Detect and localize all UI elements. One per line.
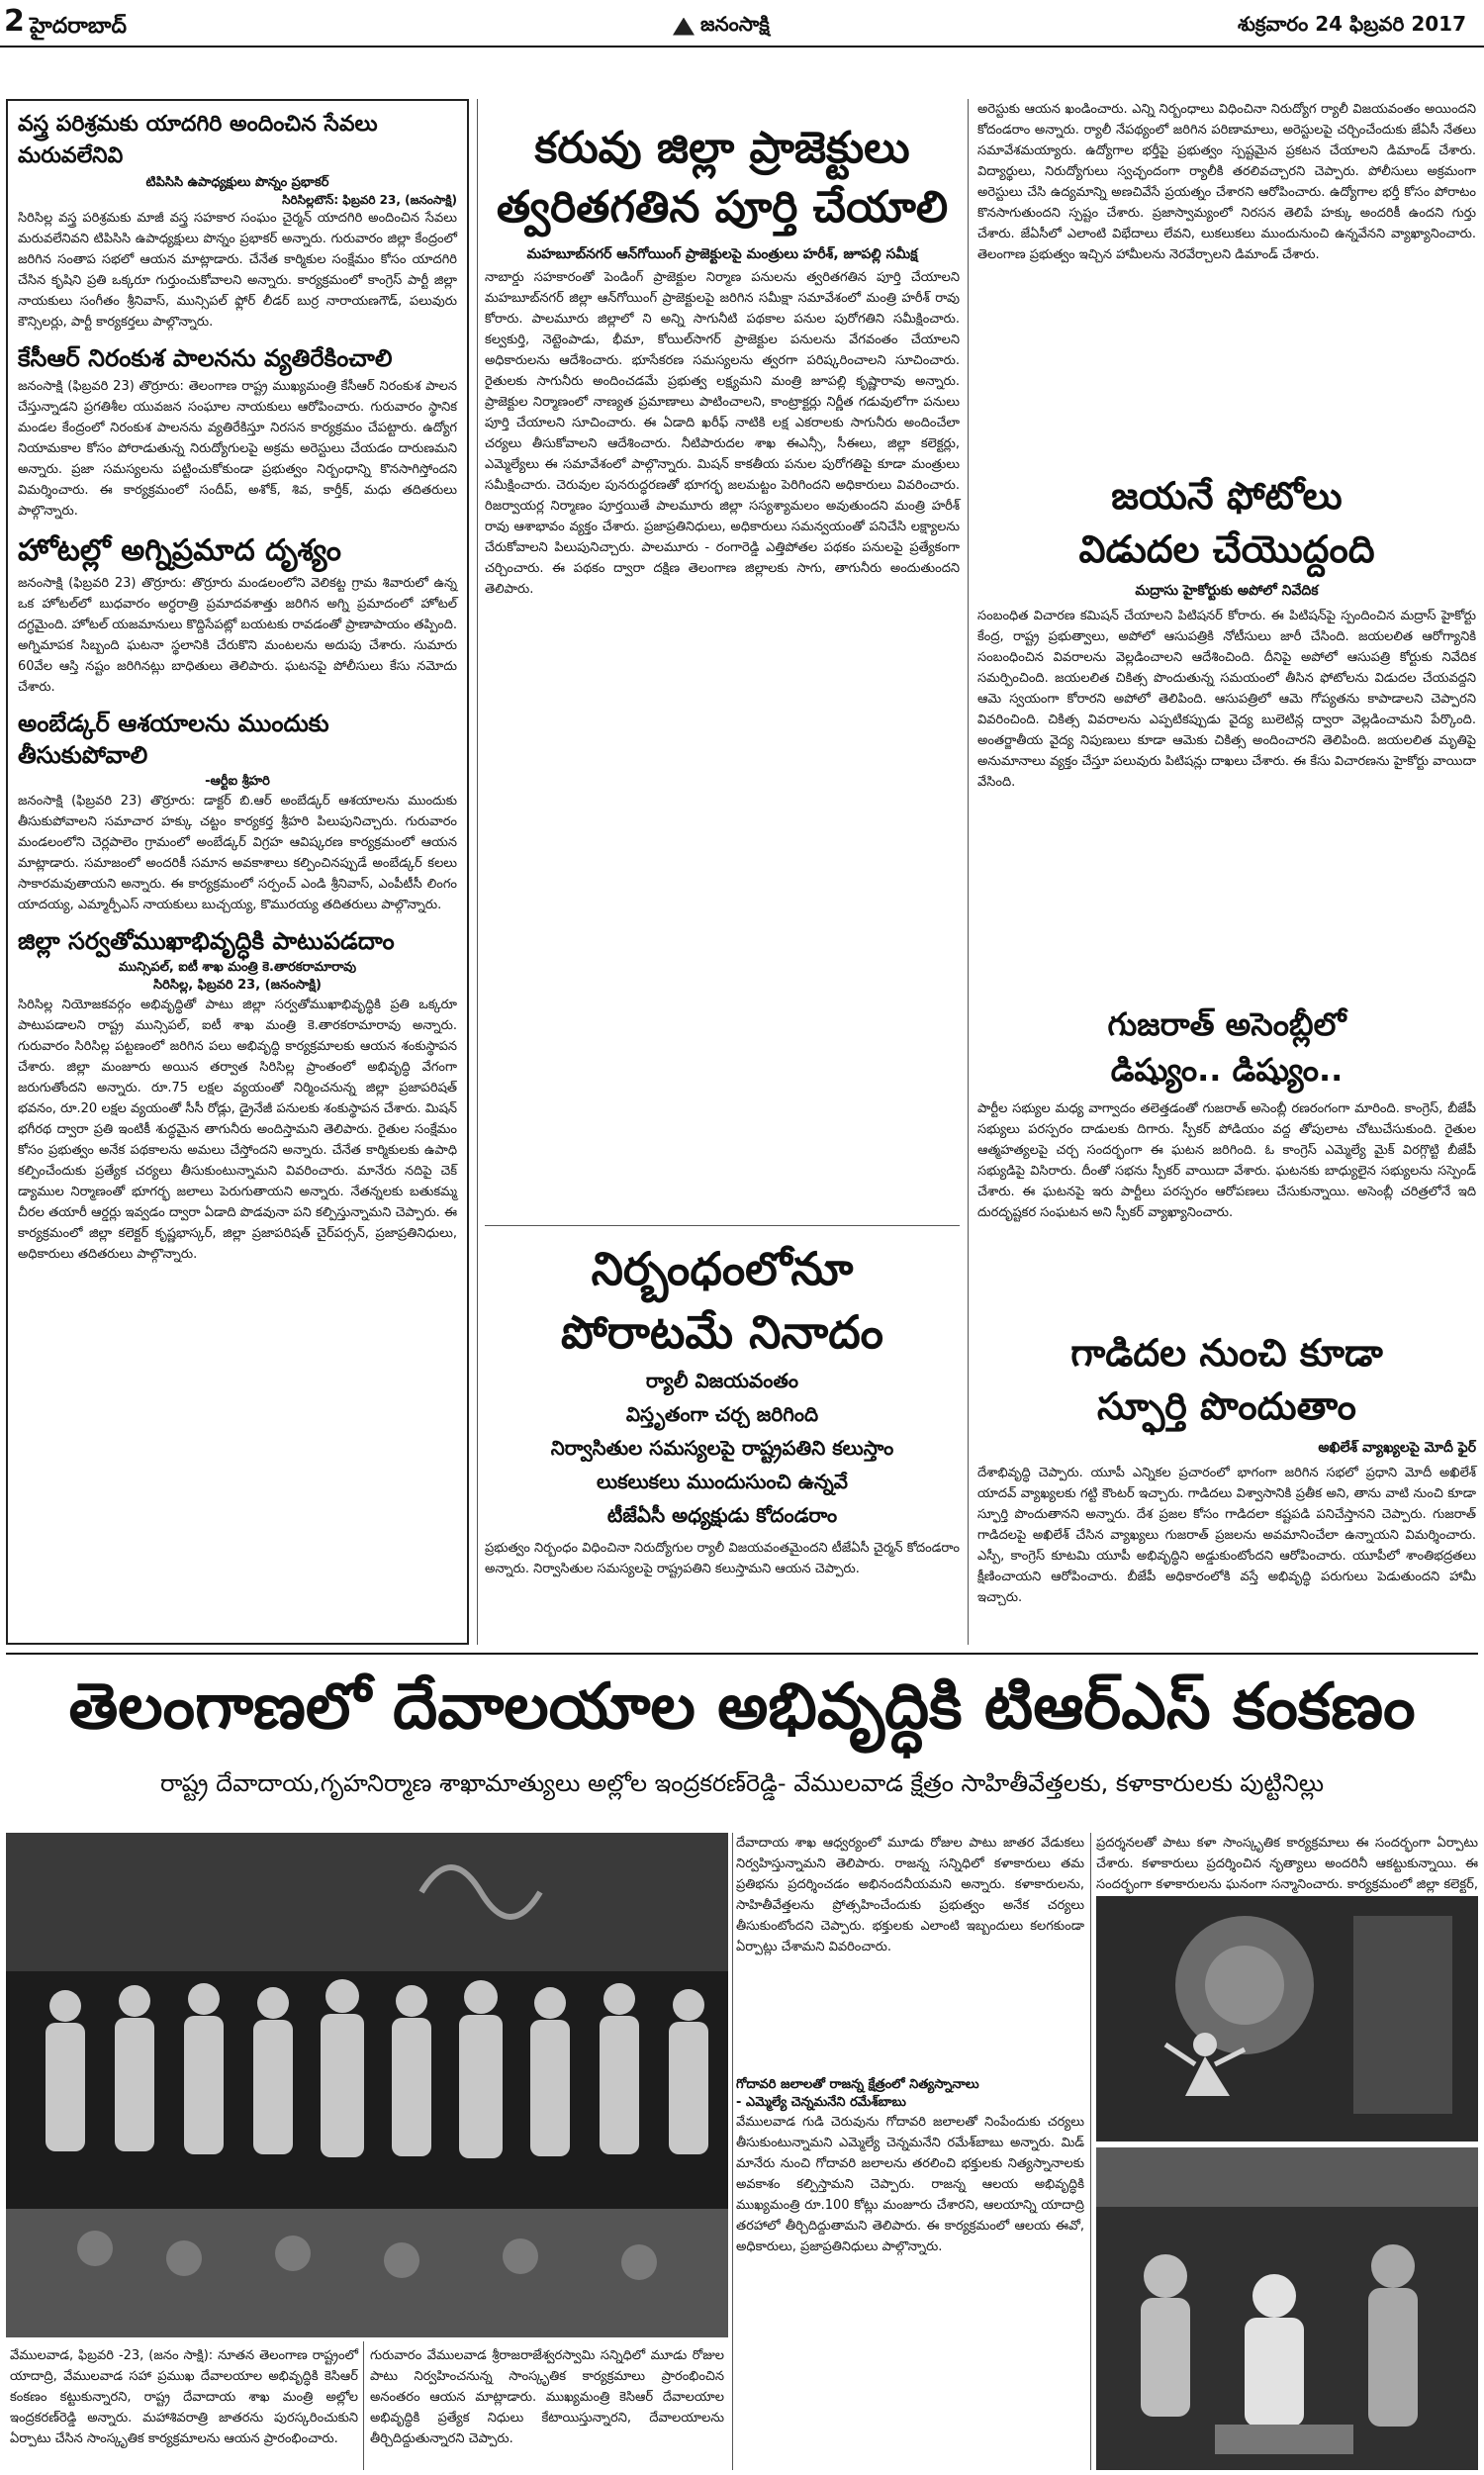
article-5-body: సిరిసిల్ల నియోజకవర్గం అభివృద్ధితో పాటు జిల్లా సర్వతోముఖాభివృద్ధికి ప్రతి ఒక్కరూ పాటుపడాలని రాష్ట్ర మున్సిపల్, ఐటీ శాఖ మంత్రి కె.తారకరామారావు అన్నారు. గురువారం సిరిసిల్ల పట్టణంలో జరిగిన పలు అభివృద్ధి కార్యక్రమాలకు ఆయన శంకుస్థాపన చేశారు. జిల్లా మంజూరు అయిన తర్వాత సిరిసిల్ల ప్రాంతంలో అభివృద్ధి వేగంగా జరుగుతోందని అన్నారు. రూ.75 లక్షల వ్యయంతో నిర్మించనున్న జిల్లా ప్రజాపరిషత్ భవనం, రూ.20 లక్షల వ్యయంతో సీసీ రోడ్లు, డ్రైనేజీ పనులకు శంకుస్థాపన చేశారు. మిషన్ భగీరథ ద్వారా ప్రతి ఇంటికీ శుద్ధమైన తాగునీరు అందిస్తామని తెలిపారు. రైతుల సంక్షేమం కోసం ప్రభుత్వం అనేక పథకాలను అమలు చేస్తోందని అన్నారు. చేనేత కార్మికులకు ఉపాధి కల్పించేందుకు ప్రత్యేక చర్యలు తీసుకుంటున్నామని వివరించారు. మానేరు నదిపై చెక్ డ్యాముల నిర్మాణంతో భూగర్భ జలాలు పెరుగుతాయని అన్నారు. నేతన్నలకు బతుకమ్మ చీరల తయారీ ఆర్డర్లు ఇవ్వడం ద్వారా ఏడాది పొడవునా పని కల్పిస్తున్నామని చెప్పారు. ఈ కార్యక్రమంలో జిల్లా కలెక్టర్ కృష్ణభాస్కర్, జిల్లా ప్రజాపరిషత్ చైర్‌పర్సన్, ప్రజాప్రతినిధులు, అధికారులు తదితరులు పాల్గొన్నారు.: [18, 998, 457, 1262]
center-headline-4: పోరాటమే నినాదం: [560, 1305, 883, 1359]
bottom-col-3: [736, 1833, 1084, 2470]
center-byline: మహబూబ్‌నగర్ ఆన్‌గోయింగ్ ప్రాజెక్టులపై మంత్రులు హరీశ్, జూపల్లి సమీక్ష: [526, 246, 918, 262]
right-a3-byline: అఖిలేశ్ వ్యాఖ్యలపై మోదీ ఫైర్: [1318, 1440, 1476, 1456]
bottom-subhead-2: - ఎమ్మెల్యే చెన్నమనేని రమేశ్‌బాబు: [736, 2095, 906, 2110]
center-sub-4: లుకలుకలు ముందుసుంచి ఉన్నవే: [597, 1470, 848, 1493]
bottom-col-4-body: ప్రదర్శనలతో పాటు కళా సాంస్కృతిక కార్యక్రమాలు ఈ సందర్భంగా ఏర్పాటు చేశారు. కళాకారులు ప్రదర్శించిన నృత్యాలు అందరినీ ఆకట్టుకున్నాయి. ఈ సందర్భంగా కళాకారులను ఘనంగా సన్మానించారు. కార్యక్రమంలో జిల్లా కలెక్టర్,: [1096, 1836, 1478, 1892]
bottom-col-3-more-wrap: [736, 2112, 1084, 2456]
article-4-body: జనంసాక్షి (ఫిబ్రవరి 23) తొర్రూరు: డాక్టర్ బి.ఆర్ అంబేడ్కర్ ఆశయాలను ముందుకు తీసుకుపోవాలని సమాచార హక్కు చట్టం కార్యకర్త శ్రీహరి పిలుపునిచ్చారు. గురువారం మండలంలోని చెర్లపాలెం గ్రామంలో అంబేడ్కర్ విగ్రహ ఆవిష్కరణ కార్యక్రమంలో ఆయన మాట్లాడారు. సమాజంలో అందరికీ సమాన అవకాశాలు కల్పించినప్పుడే అంబేడ్కర్ కలలు సాకారమవుతాయని అన్నారు. ఈ కార్యక్రమంలో సర్పంచ్ ఎండి శ్రీనివాస్, ఎంపీటీసీ లింగం యాదయ్య, ఎమ్మార్పీఎస్ నాయకులు బుచ్చయ్య, కొమురయ్య తదితరులు పాల్గొన్నారు.: [18, 794, 457, 912]
article-3-body: జనంసాక్షి (ఫిబ్రవరి 23) తొర్రూరు: తొర్రూరు మండలంలోని వెలికట్ట గ్రామ శివారులో ఉన్న ఒక హోటల్‌లో బుధవారం అర్ధరాత్రి ప్రమాదవశాత్తు జరిగిన అగ్ని ప్రమాదంలో హోటల్ దగ్ధమైంది. హోటల్ యజమానులు కొద్దిసేపట్లో బయటకు రావడంతో ప్రాణాపాయం తప్పింది. అగ్నిమాపక సిబ్బంది ఘటనా స్థలానికి చేరుకొని మంటలను అదుపు చేశారు. సుమారు 60వేల ఆస్తి నష్టం జరిగినట్లు బాధితులు తెలిపారు. ఘటనపై పోలీసులు కేసు నమోదు చేశారు.: [18, 576, 457, 695]
article-1-dateline: సిరిసిల్లటౌన్: ఫిబ్రవరి 23, (జనంసాక్షి): [282, 193, 457, 207]
right-a1-byline: మద్రాసు హైకోర్టుకు అపోలో నివేదిక: [1135, 583, 1319, 599]
column-rule-1: [477, 99, 478, 1645]
right-top-wrap: [977, 99, 1476, 455]
right-a2-headline-2: డిష్యుం.. డిష్యుం..: [1110, 1051, 1344, 1089]
bottom-rule-b: [732, 1833, 733, 2470]
right-a3-headline-2: స్ఫూర్తి పొందుతాం: [1097, 1384, 1356, 1428]
bottom-col-2: [370, 2345, 724, 2470]
bottom-col-3-body: దేవాదాయ శాఖ ఆధ్వర్యంలో మూడు రోజుల పాటు జాతర వేడుకలు నిర్వహిస్తున్నామని తెలిపారు. రాజన్న సన్నిధిలో కళాకారులు తమ ప్రతిభను ప్రదర్శించడం అభినందనీయమని అన్నారు. కళాకారులను, సాహితీవేత్తలను ప్రోత్సహించేందుకు ప్రభుత్వం అనేక చర్యలు తీసుకుంటోందని చెప్పారు. భక్తులకు ఎలాంటి ఇబ్బందులు కలగకుండా ఏర్పాట్లు చేశామని వివరించారు.: [736, 1836, 1084, 1954]
right-a2-wrap: [977, 1098, 1476, 1306]
article-4-byline: -ఆర్టీఐ శ్రీహరి: [205, 774, 270, 789]
banner-subheadline: రాష్ట్ర దేవాదాయ,గృహనిర్మాణ శాఖామాత్యులు అల్లోల ఇంద్రకరణ్‌రెడ్డి- వేములవాడ క్షేత్రం సాహితీవేత్తలకు, కళాకారులకు పుట్టినిల్లు: [159, 1769, 1325, 1797]
right-a1-body: సంబంధిత విచారణ కమిషన్ చేయాలని పిటిషనర్ కోరారు. ఈ పిటిషన్‌పై స్పందించిన మద్రాస్ హైకోర్టు కేంద్ర, రాష్ట్ర ప్రభుత్వాలు, అపోలో ఆసుపత్రికి నోటీసులు జారీ చేసింది. జయలలిత ఆరోగ్యానికి సంబంధించిన వివరాలను వెల్లడించాలని ఆదేశించింది. దీనిపై అపోలో ఆసుపత్రి కోర్టుకు నివేదిక సమర్పించింది. జయలలిత చికిత్స పొందుతున్న సమయంలో తీసిన ఫోటోలను విడుదల చేయవద్దని ఆమె స్వయంగా కోరారని అపోలో తెలిపింది. ఆసుపత్రిలో ఆమె గోప్యతను కాపాడాలని చెప్పారని వివరించింది. చికిత్స వివరాలను ఎప్పటికప్పుడు వైద్య బులెటిన్ల ద్వారా వెల్లడించామని పేర్కొంది. అంతర్జాతీయ వైద్య నిపుణులు కూడా ఆమెకు చికిత్స అందించారని తెలిపింది. జయలలిత మృతిపై అనుమానాలు వ్యక్తం చేస్తూ పలువురు పిటిషన్లు దాఖలు చేశారు. ఈ కేసు విచారణను హైకోర్టు వాయిదా వేసింది.: [977, 609, 1476, 790]
right-a2-body: పార్టీల సభ్యుల మధ్య వాగ్వాదం తలెత్తడంతో గుజరాత్ అసెంబ్లీ రణరంగంగా మారింది. కాంగ్రెస్, బీజేపీ సభ్యులు పరస్పరం దాడులకు దిగారు. స్పీకర్ పోడియం వద్ద తోపులాట చోటుచేసుకుంది. రైతుల ఆత్మహత్యలపై చర్చ సందర్భంగా ఈ ఘటన జరిగింది. ఓ కాంగ్రెస్ ఎమ్మెల్యే మైక్ విరగ్గొట్టి బీజేపీ సభ్యుడిపై విసిరారు. దీంతో సభను స్పీకర్ వాయిదా వేశారు. ఘటనకు బాధ్యులైన సభ్యులను సస్పెండ్ చేశారు. ఈ ఘటనపై ఇరు పార్టీలు పరస్పరం ఆరోపణలు చేసుకున్నాయి. అసెంబ్లీ చరిత్రలోనే ఇది దురదృష్టకర సంఘటన అని స్పీకర్ వ్యాఖ్యానించారు.: [977, 1101, 1476, 1220]
right-a3-body: దేశాభివృద్ధి చెప్పారు. యూపీ ఎన్నికల ప్రచారంలో భాగంగా జరిగిన సభలో ప్రధాని మోదీ అఖిలేశ్ యాదవ్ వ్యాఖ్యలకు గట్టి కౌంటర్ ఇచ్చారు. గాడిదలు విశ్వాసానికి ప్రతీక అని, తాను వాటి నుంచి కూడా స్ఫూర్తి పొందుతానని అన్నారు. దేశ ప్రజల కోసం గాడిదలా కష్టపడి పనిచేస్తానని చెప్పారు. గుజరాత్ గాడిదలపై అఖిలేశ్ చేసిన వ్యాఖ్యలు గుజరాత్ ప్రజలను అవమానించేలా ఉన్నాయని విమర్శించారు. ఎస్పీ, కాంగ్రెస్ కూటమి యూపీ అభివృద్ధిని అడ్డుకుంటోందని ఆరోపించారు. యూపీలో శాంతిభద్రతలు క్షీణించాయని ఆరోపించారు. బీజేపీ అధికారంలోకి వస్తే అభివృద్ధి పరుగులు పెడుతుందని హామీ ఇచ్చారు.: [977, 1466, 1476, 1605]
center-body-2: ప్రభుత్వం నిర్బంధం విధించినా నిరుద్యోగుల ర్యాలీ విజయవంతమైందని టీజేఏసీ చైర్మన్ కోదండరాం అన్నారు. నిర్వాసితుల సమస్యలపై రాష్ట్రపతిని కలుస్తామని ఆయన చెప్పారు.: [485, 1541, 960, 1576]
bottom-rule-c: [1090, 1833, 1091, 2470]
dance-photo: [1096, 1896, 1478, 2142]
article-4-headline: అంబేడ్కర్ ఆశయాలను ముందుకు తీసుకుపోవాలి: [18, 710, 329, 769]
bottom-col-4: [1096, 1833, 1478, 1890]
article-5-byline: మున్సిపల్, ఐటీ శాఖ మంత్రి కె.తారకరామారావు: [118, 960, 357, 975]
article-2-body: జనంసాక్షి (ఫిబ్రవరి 23) తొర్రూరు: తెలంగాణ రాష్ట్ర ముఖ్యమంత్రి కేసీఆర్ నిరంకుశ పాలన చేస్తున్నాడని ప్రగతిశీల యువజన సంఘాల నాయకులు ఆరోపించారు. గురువారం స్థానిక మండల కేంద్రంలో నిరంకుశ పాలనను వ్యతిరేకిస్తూ నిరసన కార్యక్రమం చేపట్టారు. ఉద్యోగ నియామకాల కోసం పోరాడుతున్న నిరుద్యోగులపై అక్రమ అరెస్టులు చేయడం దారుణమని అన్నారు. ప్రజా సమస్యలను పట్టించుకోకుండా ప్రభుత్వం నిర్బంధాన్ని కొనసాగిస్తోందని విమర్శించారు. ఈ కార్యక్రమంలో సందీప్, అశోక్, శివ, కార్తీక్, మధు తదితరులు పాల్గొన్నారు.: [18, 379, 457, 519]
right-a3-headline-1: గాడిదల నుంచి కూడా: [1070, 1331, 1383, 1375]
center-body-wrap: [485, 267, 960, 958]
center-sub-2: విస్తృతంగా చర్చ జరిగింది: [625, 1402, 819, 1426]
article-5-headline: జిల్లా సర్వతోముఖాభివృద్ధికి పాటుపడదాం: [18, 927, 395, 955]
event-photo-illustration: [6, 1833, 728, 2337]
left-news-box: [6, 99, 469, 1645]
article-1-body: సిరిసిల్ల వస్త్ర పరిశ్రమకు మాజీ వస్త్ర సహకార సంఘం చైర్మన్ యాదగిరి అందించిన సేవలు మరువలేనివని టిపిసిసి ఉపాధ్యక్షులు పొన్నం ప్రభాకర్ అన్నారు. గురువారం జిల్లా కేంద్రంలో జరిగిన సంతాప సభలో ఆయన మాట్లాడారు. చేనేత కార్మికుల సంక్షేమం కోసం యాదగిరి చేసిన కృషిని ప్రతి ఒక్కరూ గుర్తుంచుకోవాలని అన్నారు. కార్యక్రమంలో కాంగ్రెస్ పార్టీ జిల్లా నాయకులు సంగీతం శ్రీనివాస్, మున్సిపల్ ఫ్లోర్ లీడర్ బుర్ర నారాయణగౌడ్, పలువురు కౌన్సిలర్లు, పార్టీ కార్యకర్తలు పాల్గొన్నారు.: [18, 211, 457, 330]
right-top-body: అరెస్టుకు ఆయన ఖండించారు. ఎన్ని నిర్బంధాలు విధించినా నిరుద్యోగ ర్యాలీ విజయవంతం అయిందని కోదండరాం అన్నారు. ర్యాలీ నేపథ్యంలో జరిగిన పరిణామాలు, అరెస్టులపై చర్చించేందుకు జేఏసీ నేతలు సమావేశమయ్యారు. ఉద్యోగాల భర్తీపై ప్రభుత్వం స్పష్టమైన ప్రకటన చేయాలని డిమాండ్ చేశారు. విద్యార్థులు, నిరుద్యోగులు స్వచ్ఛందంగా ర్యాలీకి తరలివచ్చారని చెప్పారు. పోలీసులు అక్రమంగా అరెస్టులు చేసి ఉద్యమాన్ని అణచివేసే ప్రయత్నం చేశారని ఆరోపించారు. ఉద్యోగాల భర్తీ కోసం పోరాటం కొనసాగుతుందని స్పష్టం చేశారు. ప్రజాస్వామ్యంలో నిరసన తెలిపే హక్కు అందరికీ ఉందని గుర్తు చేశారు. జేఏసీలో ఎలాంటి విభేదాలు లేవని, లుకలుకలు ముందునుంచి ఉన్నవేనని వ్యాఖ్యానించారు. తెలంగాణ ప్రభుత్వం ఇచ్చిన హామీలను నెరవేర్చాలని డిమాండ్ చేశారు.: [977, 102, 1476, 262]
center-headline-line2: త్వరితగతిన పూర్తి చేయాలి: [496, 182, 949, 233]
bottom-col-1: [10, 2345, 358, 2470]
center-divider: [485, 1225, 960, 1226]
left-column: [18, 105, 457, 1639]
issue-date: శుక్రవారం 24 ఫిబ్రవరి 2017: [1237, 12, 1466, 36]
center-sub-3: నిర్వాసితుల సమస్యలపై రాష్ట్రపతిని కలుస్తాం: [550, 1436, 894, 1460]
bottom-col-1-body: వేములవాడ, ఫిబ్రవరి -23, (జనం సాక్షి): నూతన తెలంగాణ రాష్ట్రంలో యాదాద్రి, వేములవాడ సహా ప్రముఖ దేవాలయాల అభివృద్ధికి కెసిఆర్ కంకణం కట్టుకున్నారని, రాష్ట్ర దేవాదాయ శాఖ మంత్రి అల్లోల ఇంద్రకరణ్‌రెడ్డి అన్నారు. మహాశివరాత్రి జాతరను పురస్కరించుకుని ఏర్పాటు చేసిన సాంస్కృతిక కార్యక్రమాలను ఆయన ప్రారంభించారు.: [10, 2348, 358, 2446]
header-rule: [0, 46, 1484, 48]
center-lower-story: [485, 1237, 960, 1643]
dance-photo-illustration: [1096, 1896, 1478, 2142]
page-number: 2: [4, 4, 25, 39]
masthead-title: జనంసాక్షి: [700, 12, 770, 36]
column-rule-2: [968, 99, 969, 1645]
center-body: నాబార్డు సహకారంతో పెండింగ్ ప్రాజెక్టుల నిర్మాణ పనులను త్వరితగతిన పూర్తి చేయాలని మహబూబ్‌నగర్ జిల్లా ఆన్‌గోయింగ్ ప్రాజెక్టులపై జరిగిన సమీక్షా సమావేశంలో మంత్రి హరీశ్ రావు కోరారు. పాలమూరు జిల్లాలో ని అన్ని సాగునీటి పథకాల పనుల పురోగతిని సమీక్షించారు. కల్వకుర్తి, నెట్టెంపాడు, భీమా, కోయిల్‌సాగర్ ప్రాజెక్టుల పనులను వేగవంతం చేయాలని అధికారులను ఆదేశించారు. భూసేకరణ సమస్యలను త్వరగా పరిష్కరించాలని సూచించారు. రైతులకు సాగునీరు అందించడమే ప్రభుత్వ లక్ష్యమని మంత్రి జూపల్లి కృష్ణారావు అన్నారు. ప్రాజెక్టుల నిర్మాణంలో నాణ్యత ప్రమాణాలు పాటించాలని, కాంట్రాక్టర్లు నిర్ణీత గడువులోగా పనులు పూర్తి చేయాలని సూచించారు. ఈ ఏడాది ఖరీఫ్ నాటికి లక్ష ఎకరాలకు సాగునీరు అందించేలా చర్యలు తీసుకోవాలని ఆదేశించారు. నీటిపారుదల శాఖ ఈఎన్సీ, సీఈలు, జిల్లా కలెక్టర్లు, ఎమ్మెల్యేలు ఈ సమావేశంలో పాల్గొన్నారు. మిషన్ కాకతీయ పనుల పురోగతిపై కూడా మంత్రులు సమీక్షించారు. చెరువుల పునరుద్ధరణతో భూగర్భ జలమట్టం పెరిగిందని అధికారులు వివరించారు. రిజర్వాయర్ల నిర్మాణం పూర్తయితే పాలమూరు జిల్లా సస్యశ్యామలం అవుతుందని మంత్రి హరీశ్ రావు ఆశాభావం వ్యక్తం చేశారు. ప్రజాప్రతినిధులు, అధికారులు సమన్వయంతో పనిచేసి లక్ష్యాలను చేరుకోవాలని పిలుపునిచ్చారు. పాలమూరు - రంగారెడ్డి ఎత్తిపోతల పథకం పనులపై ప్రత్యేకంగా చర్చించారు. ఈ పథకం ద్వారా దక్షిణ తెలంగాణ జిల్లాలకు సాగు, తాగునీరు అందుతుందని తెలిపారు.: [485, 270, 960, 597]
article-3-headline: హోటల్లో అగ్నిప్రమాద దృశ్యం: [18, 533, 341, 568]
article-1-byline: టిపిసిసి ఉపాధ్యక్షులు పొన్నం ప్రభాకర్: [145, 175, 329, 190]
right-a1-wrap: [977, 606, 1476, 992]
article-1-headline: వస్త్ర పరిశ్రమకు యాదగిరి అందించిన సేవలు మరువలేనివి: [18, 112, 378, 168]
banner-top-rule: [6, 1653, 1478, 1655]
center-sub-1: ర్యాలీ విజయవంతం: [645, 1369, 799, 1392]
right-a1-headline-1: జయనే ఫోటోలు: [1111, 474, 1343, 518]
bottom-rule-a: [363, 2341, 364, 2470]
bottom-col-2-body: గురువారం వేములవాడ శ్రీరాజరాజేశ్వరస్వామి సన్నిధిలో మూడు రోజుల పాటు నిర్వహించనున్న సాంస్కృతిక కార్యక్రమాలు ప్రారంభించిన అనంతరం ఆయన మాట్లాడారు. ముఖ్యమంత్రి కెసిఆర్ దేవాలయాల అభివృద్ధికి ప్రత్యేక నిధులు కేటాయిస్తున్నారని, దేవాలయాలను తీర్చిదిద్దుతున్నారని చెప్పారు.: [370, 2348, 724, 2446]
article-2-headline: కేసీఆర్ నిరంకుశ పాలనను వ్యతిరేకించాలి: [18, 344, 393, 372]
right-a1-headline-2: విడుదల చేయొద్దంది: [1078, 527, 1375, 571]
right-column: [977, 99, 1476, 1643]
bottom-subhead-1: గోదావరి జలాలతో రాజన్న క్షేత్రంలో నిత్యస్నానాలు: [736, 2077, 979, 2092]
article-5-dateline: సిరిసిల్ల, ఫిబ్రవరి 23, (జనంసాక్షి): [153, 978, 322, 993]
masthead-logo-icon: [673, 18, 695, 36]
event-photo: [6, 1833, 728, 2337]
center-headline-3: నిర్బంధంలోనూ: [591, 1242, 854, 1295]
felicitation-photo-illustration: [1096, 2147, 1478, 2470]
banner-headline: తెలంగాణలో దేవాలయాల అభివృద్ధికి టిఆర్ఎస్ కంకణం: [68, 1670, 1416, 1744]
masthead: [673, 12, 770, 41]
bottom-col-3-more: వేములవాడ గుడి చెరువును గోదావరి జలాలతో నింపేందుకు చర్యలు తీసుకుంటున్నామని ఎమ్మెల్యే చెన్నమనేని రమేశ్‌బాబు అన్నారు. మిడ్ మానేరు నుంచి గోదావరి జలాలను తరలించి భక్తులకు నిత్యస్నానాలకు అవకాశం కల్పిస్తామని చెప్పారు. రాజన్న ఆలయ అభివృద్ధికి ముఖ్యమంత్రి రూ.100 కోట్లు మంజూరు చేశారని, ఆలయాన్ని యాదాద్రి తరహాలో తీర్చిదిద్దుతామని తెలిపారు. ఈ కార్యక్రమంలో ఆలయ ఈవో, అధికారులు, ప్రజాప్రతినిధులు పాల్గొన్నారు.: [736, 2115, 1084, 2254]
bottom-col-3-wrap: [736, 1833, 1084, 2070]
section-city: హైదరాబాద్: [30, 14, 127, 39]
center-sub-5: టీజేఏసీ అధ్యక్షుడు కోదండరాం: [606, 1503, 838, 1527]
center-headline-line1: కరువు జిల్లా ప్రాజెక్టులు: [534, 123, 910, 173]
right-a2-headline-1: గుజరాత్ అసెంబ్లీలో: [1107, 1005, 1346, 1043]
felicitation-photo: [1096, 2147, 1478, 2470]
